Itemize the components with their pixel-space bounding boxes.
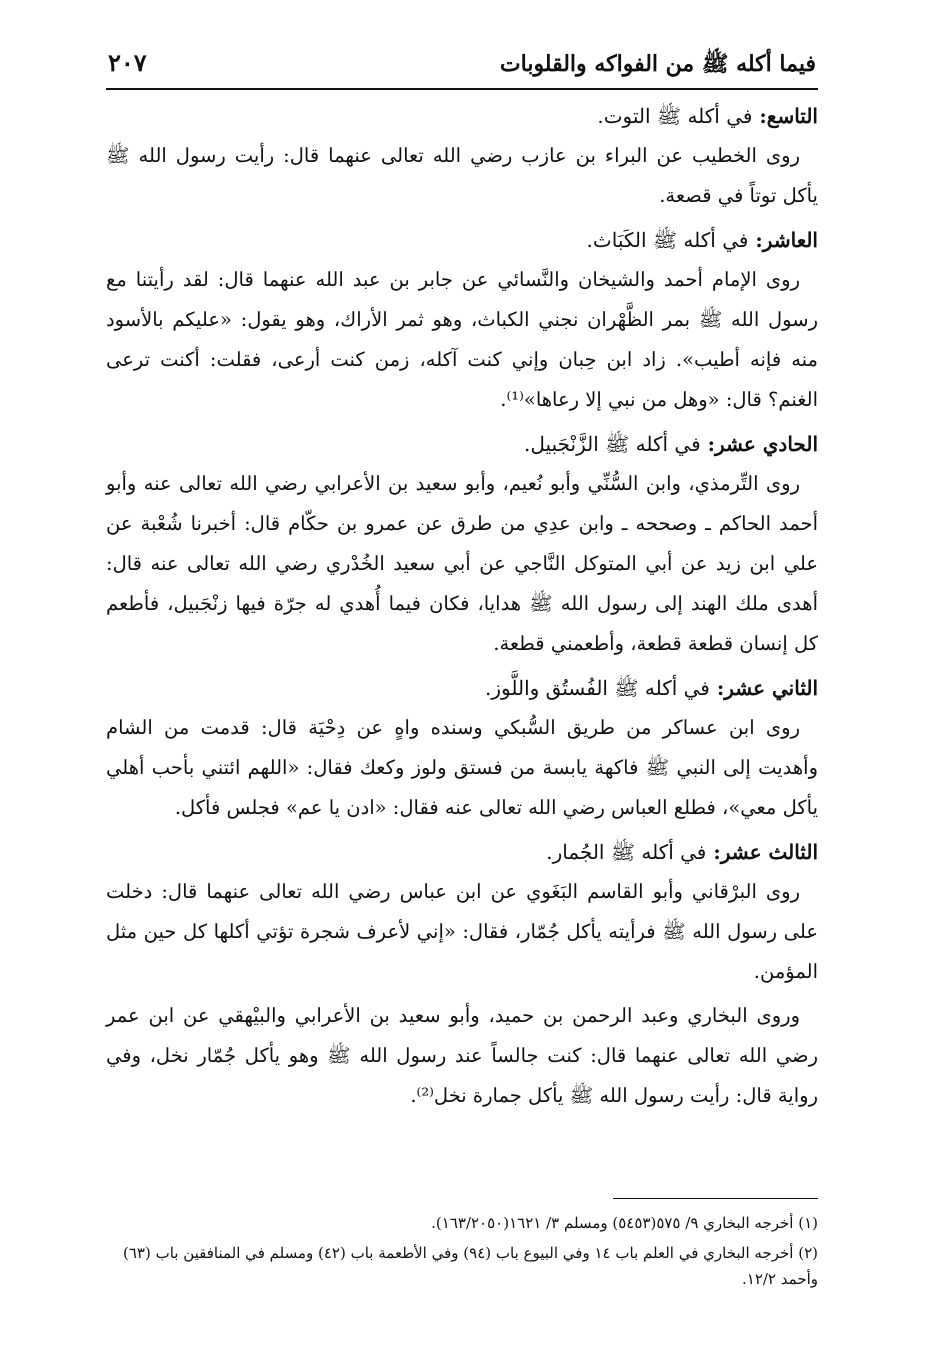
- paragraph: روى الخطيب عن البراء بن عازب رضي الله تعالى عنهما قال: رأيت رسول الله ﷺ يأكل توتاً في قصعة.: [106, 144, 818, 207]
- paragraph: روى الإمام أحمد والشيخان والنَّسائي عن جابر بن عبد الله عنهما قال: لقد رأيتنا مع رسول الله ﷺ بمر الظَّهْران نجني الكباث، وهو ثمر الأراك، وهو يقول: «عليكم بالأسود منه فإنه أطيب». زاد ابن حِبان وإني كنت آكله، زمن كنت أرعى، فقلت: أكنت ترعى الغنم؟ قال: «وهل من نبي إلا رعاها»⁽¹⁾.: [106, 268, 818, 411]
- heading-rest: في أكله ﷺ الكَبَاث.: [586, 228, 749, 252]
- running-header: [108, 46, 816, 86]
- footnote-rule: [613, 1198, 818, 1199]
- heading-lead: العاشر:: [755, 228, 818, 252]
- heading-rest: في أكله ﷺ الزَّنْجَبيل.: [524, 432, 701, 456]
- header-title: فيما أكله ﷺ من الفواكه والقلوبات: [499, 51, 816, 77]
- heading-rest: في أكله ﷺ الفُستُق واللَّوز.: [485, 676, 710, 700]
- header-rule: [106, 88, 818, 90]
- paragraph: روى البرْقاني وأبو القاسم البَغَوي عن ابن عباس رضي الله تعالى عنهما قال: دخلت على رسول الله ﷺ فرأيته يأكل جُمّار، فقال: «إني لأعرف شجرة تؤتي أكلها كل حين مثل المؤمن.: [106, 880, 818, 983]
- heading-lead: الثاني عشر:: [716, 676, 818, 700]
- main-text: [106, 96, 818, 1120]
- section-heading: [106, 220, 818, 260]
- page-number: ٢٠٧: [108, 48, 147, 77]
- section-heading: [106, 668, 818, 708]
- heading-lead: الحادي عشر:: [707, 432, 818, 456]
- heading-rest: في أكله ﷺ التوت.: [597, 104, 753, 128]
- footnotes: [106, 1210, 818, 1296]
- heading-rest: في أكله ﷺ الجُمار.: [546, 840, 707, 864]
- heading-lead: الثالث عشر:: [713, 840, 818, 864]
- footnote: (١) أخرجه البخاري ٩/ ٥٧٥(٥٤٥٣) ومسلم ٣/ ١٦٢١(١٦٣/٢٠٥٠).: [431, 1214, 818, 1232]
- paragraph: روى التِّرمذي، وابن السُّنِّي وأبو نُعيم، وأبو سعيد بن الأعرابي رضي الله تعالى عنه وأبو أحمد الحاكم ـ وصححه ـ وابن عدِي من طرق عن عمرو بن حكّام قال: أخبرنا شُعْبة عن علي ابن زيد عن أبي المتوكل النَّاجي عن أبي سعيد الخُدْري رضي الله تعالى عنه قال: أهدى ملك الهند إلى رسول الله ﷺ هدايا، فكان فيما أُهدي له جرّة فيها زنْجَبيل، فأطعم كل إنسان قطعة قطعة، وأطعمني قطعة.: [106, 472, 818, 655]
- paragraph: وروى البخاري وعبد الرحمن بن حميد، وأبو سعيد بن الأعرابي والبيْهقي عن ابن عمر رضي الله تعالى عنهما قال: كنت جالساً عند رسول الله ﷺ وهو يأكل جُمّار نخل، وفي رواية قال: رأيت رسول الله ﷺ يأكل جمارة نخل⁽²⁾.: [106, 1004, 818, 1107]
- heading-lead: التاسع:: [759, 104, 818, 128]
- paragraph: روى ابن عساكر من طريق السُّبكي وسنده واهٍ عن دِحْيَة قال: قدمت من الشام وأهديت إلى النبي ﷺ فاكهة يابسة من فستق ولوز وكعك فقال: «اللهم ائتني بأحب أهلي يأكل معي»، فطلع العباس رضي الله تعالى عنه فقال: «ادن يا عم» فجلس فأكل.: [106, 716, 818, 819]
- section-heading: [106, 424, 818, 464]
- section-heading: [106, 96, 818, 136]
- footnote: (٢) أخرجه البخاري في العلم باب ١٤ وفي البيوع باب (٩٤) وفي الأطعمة باب (٤٢) ومسلم في المنافقين باب (٦٣) وأحمد ١٢/٢.: [122, 1244, 818, 1288]
- section-heading: [106, 832, 818, 872]
